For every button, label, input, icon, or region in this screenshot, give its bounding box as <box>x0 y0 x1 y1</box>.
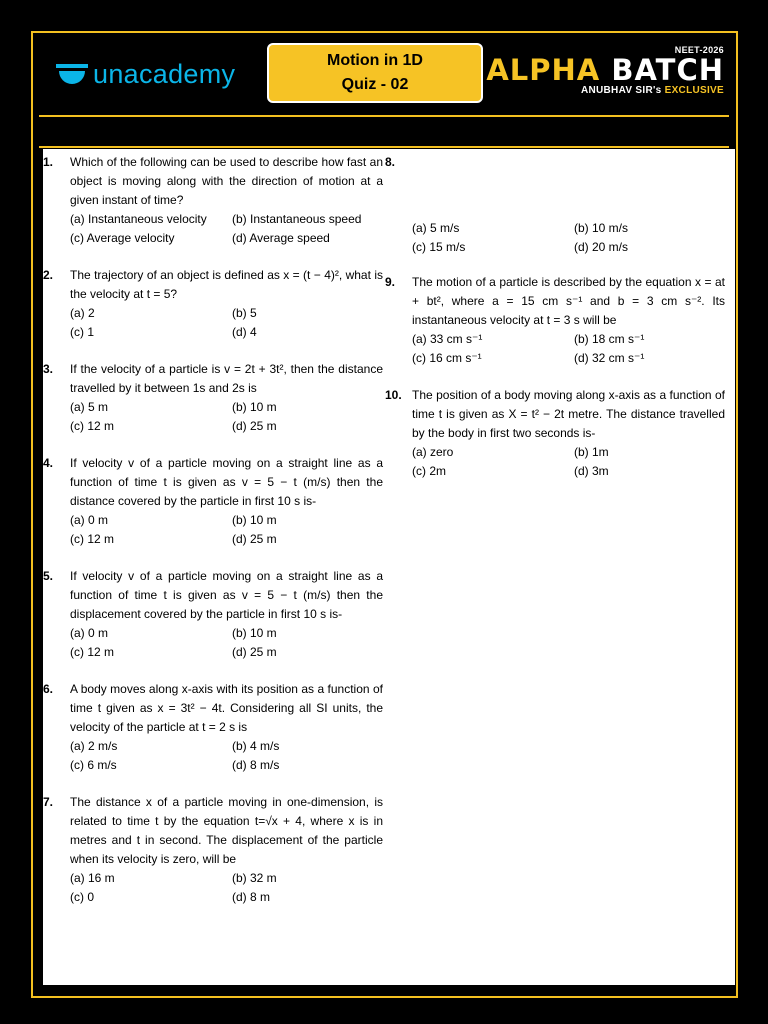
left-column <box>43 153 383 925</box>
question-number: 1. <box>43 155 54 169</box>
brand-alpha: ALPHA <box>486 53 601 87</box>
quiz-title-box <box>267 43 483 103</box>
unacademy-logo-icon <box>55 62 89 88</box>
question-9 <box>385 273 725 368</box>
option-a: (a) 2 m/s <box>70 739 118 753</box>
question-sheet <box>43 149 735 985</box>
right-column <box>385 153 725 499</box>
option-b: (b) 18 cm s⁻¹ <box>574 332 645 346</box>
options <box>412 330 725 368</box>
unacademy-logo <box>55 59 235 90</box>
question-number: 2. <box>43 268 54 282</box>
option-c: (c) 12 m <box>70 532 115 546</box>
options <box>70 624 383 662</box>
option-d: (d) 20 m/s <box>574 240 629 254</box>
quiz-number: Quiz - 02 <box>341 76 409 93</box>
question-number: 3. <box>43 362 54 376</box>
logo-text: unacademy <box>93 59 236 89</box>
option-b: (b) 1m <box>574 445 609 459</box>
option-c: (c) 12 m <box>70 419 115 433</box>
option-b: (b) 4 m/s <box>232 739 280 753</box>
option-b: (b) 10 m/s <box>574 221 629 235</box>
question-3 <box>43 360 383 436</box>
question-text: The position of a body moving along x-axis as a function of time t is given as X = t² − 2t metre. The distance travelled by the body in first two seconds is- <box>412 388 725 440</box>
question-number: 10. <box>385 388 402 402</box>
question-5 <box>43 567 383 662</box>
brand-title <box>486 55 724 85</box>
option-c: (c) 2m <box>412 464 446 478</box>
brand-subtitle-prefix: ANUBHAV SIR's <box>580 85 662 96</box>
option-a: (a) 5 m <box>70 400 109 414</box>
options <box>70 737 383 775</box>
question-1 <box>43 153 383 248</box>
question-10 <box>385 386 725 481</box>
option-d: (d) 8 m <box>232 890 271 904</box>
option-d: (d) 3m <box>574 464 609 478</box>
option-a: (a) Instantaneous velocity <box>70 212 207 226</box>
options <box>70 304 383 342</box>
option-b: (b) 10 m <box>232 400 277 414</box>
option-b: (b) 5 <box>232 306 257 320</box>
question-text: A body moves along x-axis with its position as a function of time t given as x = 3t² − 4t. Considering all SI units, the velocity of the particle at t = 2 s is <box>70 682 383 734</box>
header-divider-bottom <box>39 146 729 148</box>
brand-subtitle-highlight: EXCLUSIVE <box>664 85 724 96</box>
option-d: (d) 25 m <box>232 419 277 433</box>
question-8 <box>385 153 725 257</box>
question-7 <box>43 793 383 907</box>
question-text: Which of the following can be used to describe how fast an object is moving along with the direction of motion at a given instant of time? <box>70 155 383 207</box>
question-number: 8. <box>385 155 396 169</box>
question-text: The trajectory of an object is defined as x = (t − 4)², what is the velocity at t = 5? <box>70 268 383 301</box>
alpha-batch-brand <box>486 45 724 96</box>
question-text: The distance x of a particle moving in one-dimension, is related to time t by the equation t=√x + 4, where x is in metres and t in second. The displacement of the particle when its velocity is zero, will be <box>70 795 383 866</box>
option-d: (d) 4 <box>232 325 257 339</box>
question-number: 5. <box>43 569 54 583</box>
options <box>412 219 725 257</box>
option-b: (b) Instantaneous speed <box>232 212 362 226</box>
option-a: (a) 33 cm s⁻¹ <box>412 332 483 346</box>
option-c: (c) 6 m/s <box>70 758 117 772</box>
options <box>70 511 383 549</box>
option-a: (a) 0 m <box>70 626 109 640</box>
option-c: (c) 12 m <box>70 645 115 659</box>
question-4 <box>43 454 383 549</box>
option-d: (d) Average speed <box>232 231 330 245</box>
question-6 <box>43 680 383 775</box>
question-number: 4. <box>43 456 54 470</box>
question-number: 9. <box>385 275 396 289</box>
option-b: (b) 32 m <box>232 871 277 885</box>
options <box>70 210 383 248</box>
neet-label: NEET-2026 <box>674 45 724 55</box>
option-d: (d) 25 m <box>232 532 277 546</box>
brand-batch: BATCH <box>611 53 724 87</box>
option-d: (d) 8 m/s <box>232 758 280 772</box>
option-a: (a) zero <box>412 445 454 459</box>
question-text: If velocity v of a particle moving on a straight line as a function of time t is given as v = 5 − t (m/s) then the distance covered by the particle in first 10 s is- <box>70 456 383 508</box>
options <box>70 398 383 436</box>
option-c: (c) 15 m/s <box>412 240 466 254</box>
quiz-topic: Motion in 1D <box>327 52 423 69</box>
option-c: (c) Average velocity <box>70 231 175 245</box>
header-divider-top <box>39 115 729 117</box>
question-number: 7. <box>43 795 54 809</box>
option-b: (b) 10 m <box>232 626 277 640</box>
option-b: (b) 10 m <box>232 513 277 527</box>
option-d: (d) 32 cm s⁻¹ <box>574 351 645 365</box>
option-c: (c) 16 cm s⁻¹ <box>412 351 482 365</box>
option-d: (d) 25 m <box>232 645 277 659</box>
option-a: (a) 0 m <box>70 513 109 527</box>
option-a: (a) 5 m/s <box>412 221 460 235</box>
option-c: (c) 1 <box>70 325 94 339</box>
page-frame <box>31 31 738 998</box>
options <box>70 869 383 907</box>
options <box>412 443 725 481</box>
option-a: (a) 16 m <box>70 871 115 885</box>
question-text: The motion of a particle is described by the equation x = at + bt², where a = 15 cm s⁻¹ and b = 3 cm s⁻². Its instantaneous velocity at t = 3 s will be <box>412 275 725 327</box>
question-text: If velocity v of a particle moving on a straight line as a function of time t is given as v = 5 − t (m/s) then the displacement covered by the particle in first 10 s is- <box>70 569 383 621</box>
question-number: 6. <box>43 682 54 696</box>
question-text <box>412 153 725 219</box>
question-2 <box>43 266 383 342</box>
option-c: (c) 0 <box>70 890 94 904</box>
option-a: (a) 2 <box>70 306 95 320</box>
question-text: If the velocity of a particle is v = 2t + 3t², then the distance travelled by it between 1s and 2s is <box>70 362 383 395</box>
